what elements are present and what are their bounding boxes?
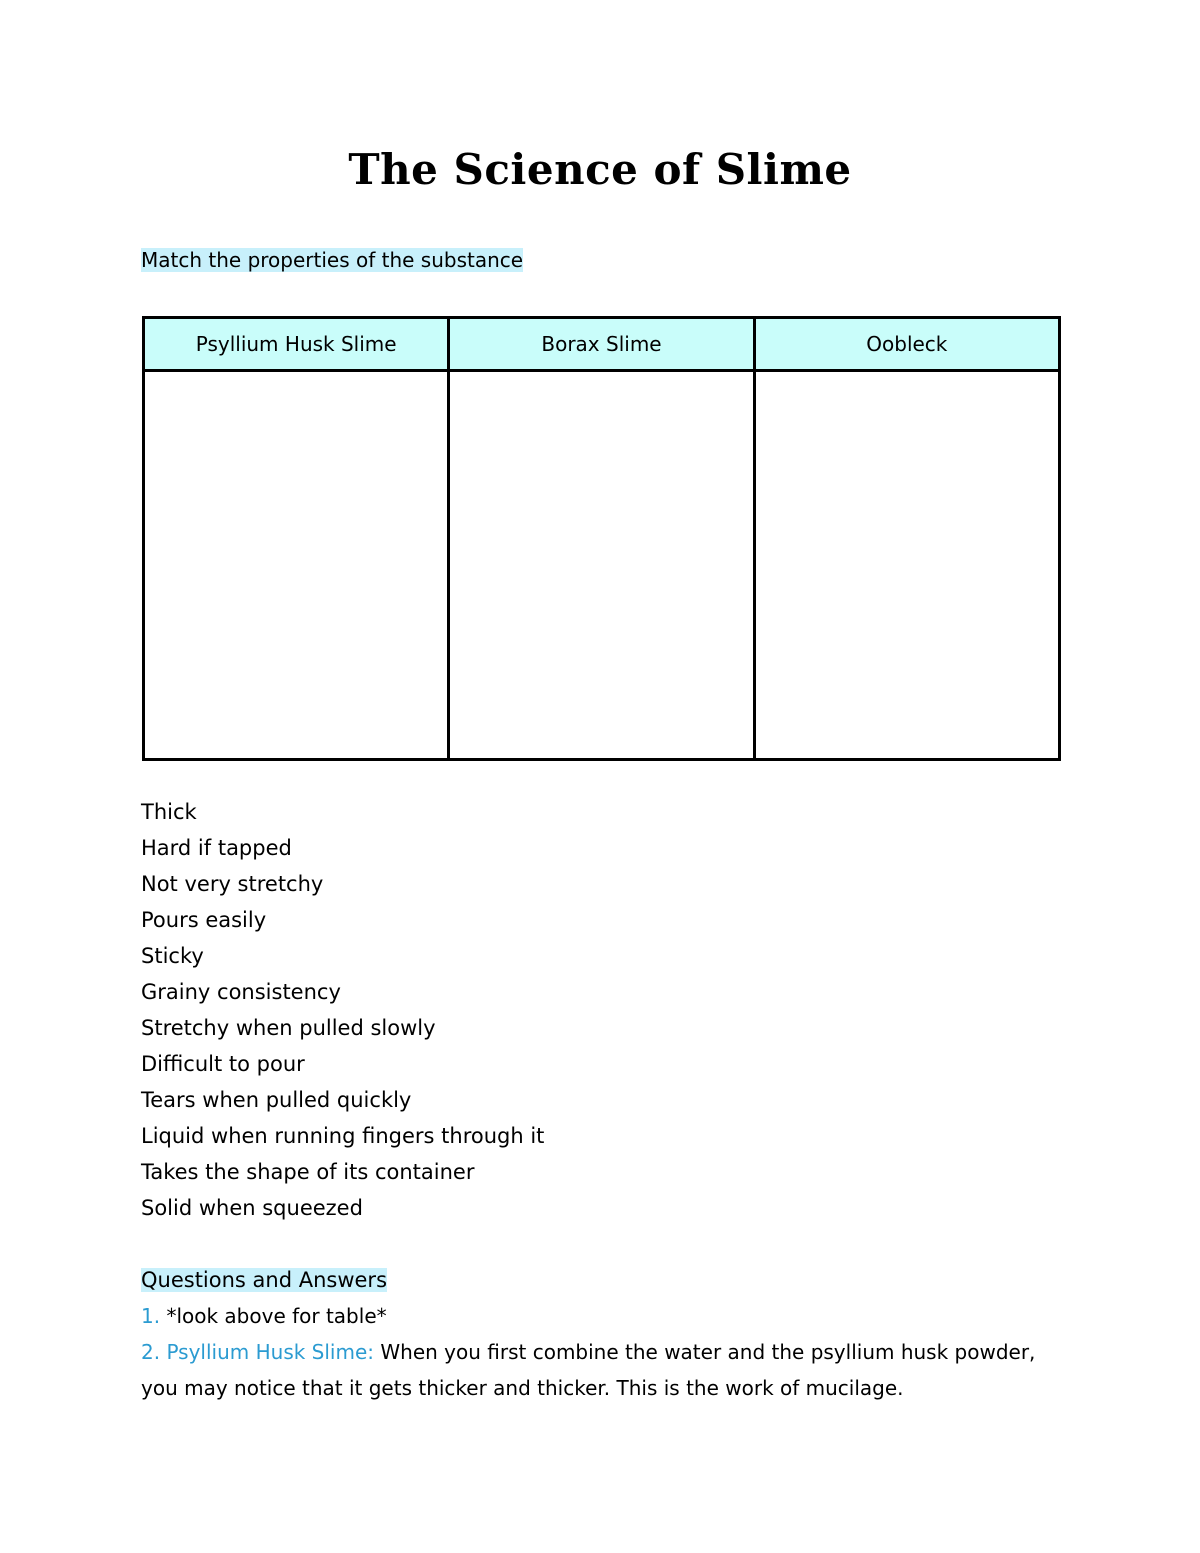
properties-list	[141, 794, 544, 1226]
qa-list	[141, 1298, 1061, 1406]
qa-item-1	[141, 1298, 1061, 1334]
property-item: Sticky	[141, 944, 204, 968]
answer-cell-borax-slime[interactable]	[449, 371, 754, 760]
property-item: Tears when pulled quickly	[141, 1088, 412, 1112]
property-item: Thick	[141, 800, 197, 824]
header-borax-slime: Borax Slime	[449, 318, 754, 371]
qa-item-text: *look above for table*	[160, 1304, 387, 1328]
property-item: Liquid when running fingers through it	[141, 1124, 545, 1148]
property-item: Pours easily	[141, 908, 267, 932]
property-item: Grainy consistency	[141, 980, 341, 1004]
instruction-highlight: Match the properties of the substance	[141, 248, 524, 272]
qa-item-2	[141, 1334, 1061, 1406]
qa-item-topic: Psyllium Husk Slime:	[160, 1340, 375, 1364]
qa-heading-highlight: Questions and Answers	[141, 1268, 388, 1292]
qa-item-text: When you first combine the water and the psyllium husk powder, you may notice that it gets thicker and thicker. This is the work of mucilage.	[141, 1340, 1036, 1400]
property-item: Solid when squeezed	[141, 1196, 363, 1220]
property-item: Takes the shape of its container	[141, 1160, 475, 1184]
answer-cell-psyllium-husk-slime[interactable]	[144, 371, 449, 760]
property-item: Not very stretchy	[141, 872, 324, 896]
header-oobleck: Oobleck	[754, 318, 1059, 371]
qa-item-number: 1.	[141, 1304, 161, 1328]
page-title: The Science of Slime	[348, 145, 852, 194]
property-item: Stretchy when pulled slowly	[141, 1016, 436, 1040]
answer-cell-oobleck[interactable]	[754, 371, 1059, 760]
table-header-row	[144, 318, 1060, 371]
header-psyllium-husk-slime: Psyllium Husk Slime	[144, 318, 449, 371]
qa-heading	[141, 1264, 387, 1296]
qa-item-number: 2.	[141, 1340, 161, 1364]
table-answer-row	[144, 371, 1060, 760]
matching-table	[142, 316, 1061, 761]
instruction-text	[141, 244, 523, 276]
property-item: Hard if tapped	[141, 836, 292, 860]
property-item: Difficult to pour	[141, 1052, 305, 1076]
